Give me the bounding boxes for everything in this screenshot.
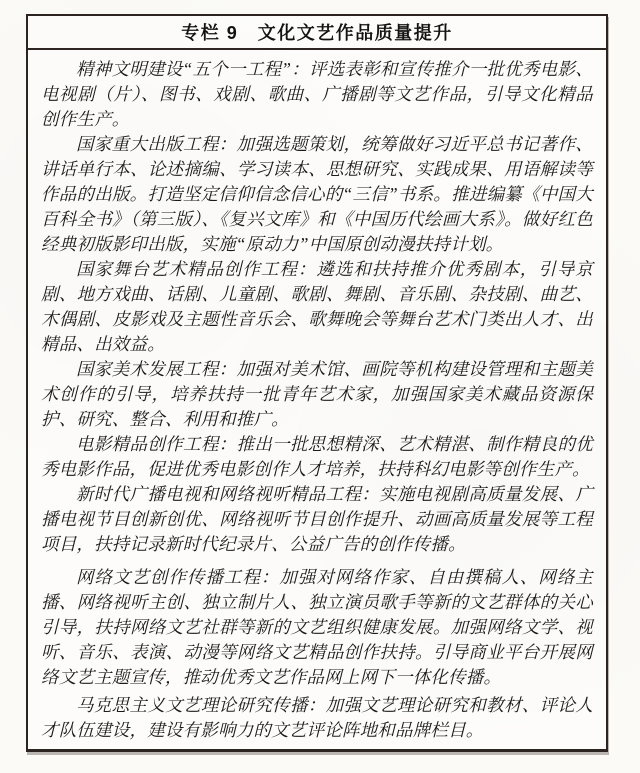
paragraph-broadcast-network-project: 新时代广播电视和网络视听精品工程：实施电视剧高质量发展、广播电视节目创新创优、网络视听节目创作提升、动画高质量发展等工程项目，扶持记录新时代纪录片、公益广告的创作传播。 — [41, 484, 593, 554]
paragraph-national-publishing-project: 国家重大出版工程：加强选题策划，统筹做好习近平总书记著作、讲话单行本、论述摘编、学习读本、思想研究、实践成果、用语解读等作品的出版。打造坚定信仰信念信心的“三信”书系。推进编纂《中国大百科全书》（第三版）、《复兴文库》和《中国历代绘画大系》。做好红色经典初版影印出版，实施“原动力”中国原创动漫扶持计划。 — [41, 134, 593, 254]
paragraph-fine-arts-project: 国家美术发展工程：加强对美术馆、画院等机构建设管理和主题美术创作的引导，培养扶持一批青年艺术家，加强国家美术藏品资源保护、研究、整合、利用和推广。 — [41, 359, 593, 429]
paragraph-wuge-yi-gongcheng: 精神文明建设“五个一工程”：评选表彰和宣传推介一批优秀电影、电视剧（片）、图书、戏剧、歌曲、广播剧等文艺作品，引导文化精品创作生产。 — [41, 59, 593, 129]
panel-header — [28, 16, 606, 50]
paragraph-marxist-theory-research: 马克思主义文艺理论研究传播：加强文艺理论研究和教材、评论人才队伍建设，建设有影响力的文艺评论阵地和品牌栏目。 — [41, 695, 593, 740]
panel-title: 专栏 9 文化文艺作品质量提升 — [181, 23, 453, 43]
column-panel — [26, 14, 608, 752]
paragraph-film-project: 电影精品创作工程：推出一批思想精深、艺术精湛、制作精良的优秀电影作品，促进优秀电影创作人才培养，扶持科幻电影等创作生产。 — [41, 434, 593, 479]
panel-body — [28, 50, 606, 749]
paragraph-stage-art-project: 国家舞台艺术精品创作工程：遴选和扶持推介优秀剧本，引导京剧、地方戏曲、话剧、儿童剧、歌剧、舞剧、音乐剧、杂技剧、曲艺、木偶剧、皮影戏及主题性音乐会、歌舞晚会等舞台艺术门类出人才、出精品、出效益。 — [41, 259, 593, 354]
paragraph-online-literature-project: 网络文艺创作传播工程：加强对网络作家、自由撰稿人、网络主播、网络视听主创、独立制片人、独立演员歌手等新的文艺群体的关心引导，扶持网络文艺社群等新的文艺组织健康发展。加强网络文学、视听、音乐、表演、动漫等网络文艺精品创作扶持。引导商业平台开展网络文艺主题宣传，推动优秀文艺作品网上网下一体化传播。 — [41, 567, 593, 687]
